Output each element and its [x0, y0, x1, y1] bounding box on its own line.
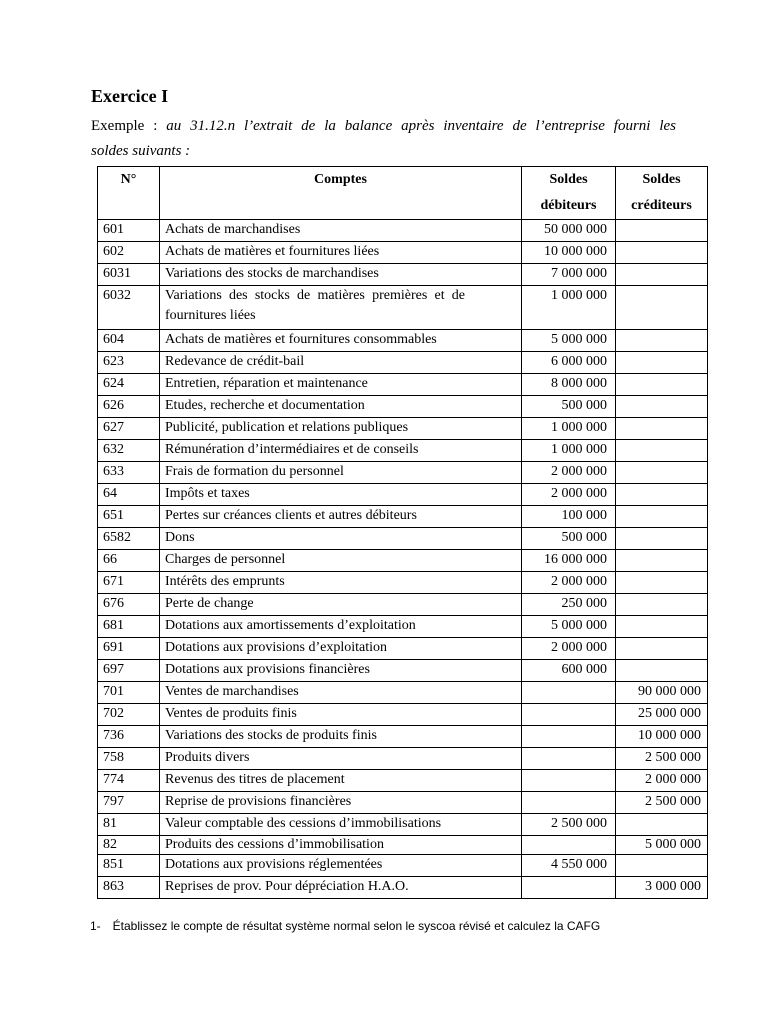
row-credit: 2 500 000 [616, 748, 708, 770]
row-credit: 10 000 000 [616, 726, 708, 748]
row-credit [616, 660, 708, 682]
table-row [98, 704, 708, 726]
header-account: Comptes [160, 167, 522, 220]
row-credit [616, 594, 708, 616]
row-debit [522, 877, 616, 899]
row-num: 701 [98, 682, 160, 704]
row-account: Achats de marchandises [160, 220, 522, 242]
intro-line-1 [91, 114, 676, 139]
header-num: N° [98, 167, 160, 220]
row-num: 632 [98, 440, 160, 462]
row-account: Dotations aux amortissements d’exploitation [160, 616, 522, 638]
table-row [98, 770, 708, 792]
table-row [98, 264, 708, 286]
row-num: 774 [98, 770, 160, 792]
row-debit [522, 682, 616, 704]
header-credit-line1: Soldes [642, 172, 681, 187]
row-account: Produits des cessions d’immobilisation [160, 836, 522, 855]
row-debit: 100 000 [522, 506, 616, 528]
row-account: Variations des stocks de produits finis [160, 726, 522, 748]
row-credit [616, 220, 708, 242]
exercise-title: Exercice I [91, 86, 169, 106]
table-row [98, 550, 708, 572]
row-account: Dotations aux provisions d’exploitation [160, 638, 522, 660]
row-account: Variations des stocks de marchandises [160, 264, 522, 286]
table-row [98, 572, 708, 594]
header-debit [522, 167, 616, 220]
header-debit-line1: Soldes [549, 172, 588, 187]
instruction-number: 1- [90, 919, 101, 933]
row-debit: 7 000 000 [522, 264, 616, 286]
row-num: 676 [98, 594, 160, 616]
table-row [98, 506, 708, 528]
row-credit: 5 000 000 [616, 836, 708, 855]
table-row [98, 396, 708, 418]
row-credit [616, 572, 708, 594]
row-credit [616, 462, 708, 484]
row-num: 758 [98, 748, 160, 770]
row-account: Dotations aux provisions réglementées [160, 855, 522, 877]
table-row [98, 594, 708, 616]
row-account: Publicité, publication et relations publiques [160, 418, 522, 440]
table-row [98, 528, 708, 550]
row-debit: 8 000 000 [522, 374, 616, 396]
row-credit [616, 616, 708, 638]
table-row [98, 330, 708, 352]
row-num: 797 [98, 792, 160, 814]
row-num: 633 [98, 462, 160, 484]
table-row [98, 374, 708, 396]
row-num: 6031 [98, 264, 160, 286]
row-account: Achats de matières et fournitures liées [160, 242, 522, 264]
row-account: Dotations aux provisions financières [160, 660, 522, 682]
row-num: 6582 [98, 528, 160, 550]
table-row [98, 286, 708, 330]
table-row [98, 814, 708, 836]
intro-text: au 31.12.n l’extrait de la balance après inventaire de l’entreprise fourni les [166, 118, 676, 134]
row-credit [616, 374, 708, 396]
row-credit [616, 418, 708, 440]
row-num: 702 [98, 704, 160, 726]
table-row [98, 748, 708, 770]
row-debit: 2 000 000 [522, 462, 616, 484]
row-account: Redevance de crédit-bail [160, 352, 522, 374]
row-debit: 1 000 000 [522, 418, 616, 440]
row-num: 6032 [98, 286, 160, 330]
row-credit: 25 000 000 [616, 704, 708, 726]
row-num: 604 [98, 330, 160, 352]
header-credit-line2: créditeurs [631, 198, 692, 213]
row-credit [616, 506, 708, 528]
row-credit: 2 000 000 [616, 770, 708, 792]
row-debit: 50 000 000 [522, 220, 616, 242]
row-debit: 1 000 000 [522, 286, 616, 330]
header-debit-line2: débiteurs [540, 198, 597, 213]
table-row [98, 660, 708, 682]
row-account: Intérêts des emprunts [160, 572, 522, 594]
row-num: 863 [98, 877, 160, 899]
row-credit [616, 330, 708, 352]
row-num: 624 [98, 374, 160, 396]
row-credit [616, 440, 708, 462]
table-row [98, 726, 708, 748]
table-row [98, 484, 708, 506]
row-num: 691 [98, 638, 160, 660]
table-row [98, 616, 708, 638]
row-debit: 5 000 000 [522, 616, 616, 638]
row-num: 81 [98, 814, 160, 836]
row-num: 601 [98, 220, 160, 242]
table-row [98, 462, 708, 484]
row-debit: 16 000 000 [522, 550, 616, 572]
row-debit [522, 836, 616, 855]
row-debit [522, 726, 616, 748]
row-num: 64 [98, 484, 160, 506]
row-debit: 1 000 000 [522, 440, 616, 462]
row-account: Ventes de produits finis [160, 704, 522, 726]
row-num: 851 [98, 855, 160, 877]
row-credit [616, 814, 708, 836]
row-account: Ventes de marchandises [160, 682, 522, 704]
row-debit [522, 704, 616, 726]
row-credit [616, 264, 708, 286]
row-account: Perte de change [160, 594, 522, 616]
row-credit [616, 242, 708, 264]
table-row [98, 682, 708, 704]
row-debit: 2 500 000 [522, 814, 616, 836]
row-num: 627 [98, 418, 160, 440]
table-row [98, 792, 708, 814]
row-credit [616, 396, 708, 418]
table-row [98, 440, 708, 462]
row-credit: 2 500 000 [616, 792, 708, 814]
row-num: 697 [98, 660, 160, 682]
balance-table [97, 166, 708, 899]
row-account: Revenus des titres de placement [160, 770, 522, 792]
row-num: 66 [98, 550, 160, 572]
row-debit: 600 000 [522, 660, 616, 682]
row-debit: 4 550 000 [522, 855, 616, 877]
row-account: Charges de personnel [160, 550, 522, 572]
row-num: 736 [98, 726, 160, 748]
row-num: 671 [98, 572, 160, 594]
row-debit: 2 000 000 [522, 572, 616, 594]
table-row [98, 418, 708, 440]
table-row [98, 352, 708, 374]
row-credit [616, 638, 708, 660]
table-row [98, 836, 708, 855]
instruction [90, 919, 600, 933]
row-account: Valeur comptable des cessions d’immobilisations [160, 814, 522, 836]
table-row [98, 638, 708, 660]
row-debit: 2 000 000 [522, 484, 616, 506]
intro-line-2 [91, 139, 190, 164]
intro-label: Exemple : [91, 118, 158, 134]
row-debit [522, 748, 616, 770]
instruction-text: Établissez le compte de résultat système normal selon le syscoa révisé et calculez la CAFG [112, 919, 601, 933]
table-row [98, 855, 708, 877]
row-account: Reprise de provisions financières [160, 792, 522, 814]
row-account-text: Variations des stocks de matières premières et de fournitures liées [165, 288, 465, 323]
row-account: Dons [160, 528, 522, 550]
table-header-row [98, 167, 708, 220]
row-num: 651 [98, 506, 160, 528]
row-debit: 500 000 [522, 528, 616, 550]
row-debit: 250 000 [522, 594, 616, 616]
row-credit [616, 286, 708, 330]
row-account: Achats de matières et fournitures consommables [160, 330, 522, 352]
row-debit [522, 792, 616, 814]
header-credit [616, 167, 708, 220]
row-debit: 5 000 000 [522, 330, 616, 352]
table-row [98, 242, 708, 264]
row-debit: 2 000 000 [522, 638, 616, 660]
row-account: Reprises de prov. Pour dépréciation H.A.O. [160, 877, 522, 899]
row-debit: 10 000 000 [522, 242, 616, 264]
row-account: Frais de formation du personnel [160, 462, 522, 484]
row-credit [616, 352, 708, 374]
row-num: 623 [98, 352, 160, 374]
row-account: Rémunération d’intermédiaires et de conseils [160, 440, 522, 462]
row-account: Impôts et taxes [160, 484, 522, 506]
row-credit: 3 000 000 [616, 877, 708, 899]
row-credit [616, 550, 708, 572]
row-credit: 90 000 000 [616, 682, 708, 704]
row-credit [616, 484, 708, 506]
row-num: 626 [98, 396, 160, 418]
row-debit: 6 000 000 [522, 352, 616, 374]
row-num: 602 [98, 242, 160, 264]
row-credit [616, 528, 708, 550]
row-account: Etudes, recherche et documentation [160, 396, 522, 418]
row-account [160, 286, 522, 330]
row-account: Produits divers [160, 748, 522, 770]
row-debit: 500 000 [522, 396, 616, 418]
intro-text-continued: soldes suivants : [91, 143, 191, 159]
table-row [98, 220, 708, 242]
row-num: 681 [98, 616, 160, 638]
row-num: 82 [98, 836, 160, 855]
row-account: Entretien, réparation et maintenance [160, 374, 522, 396]
row-credit [616, 855, 708, 877]
row-account: Pertes sur créances clients et autres débiteurs [160, 506, 522, 528]
row-debit [522, 770, 616, 792]
table-row [98, 877, 708, 899]
